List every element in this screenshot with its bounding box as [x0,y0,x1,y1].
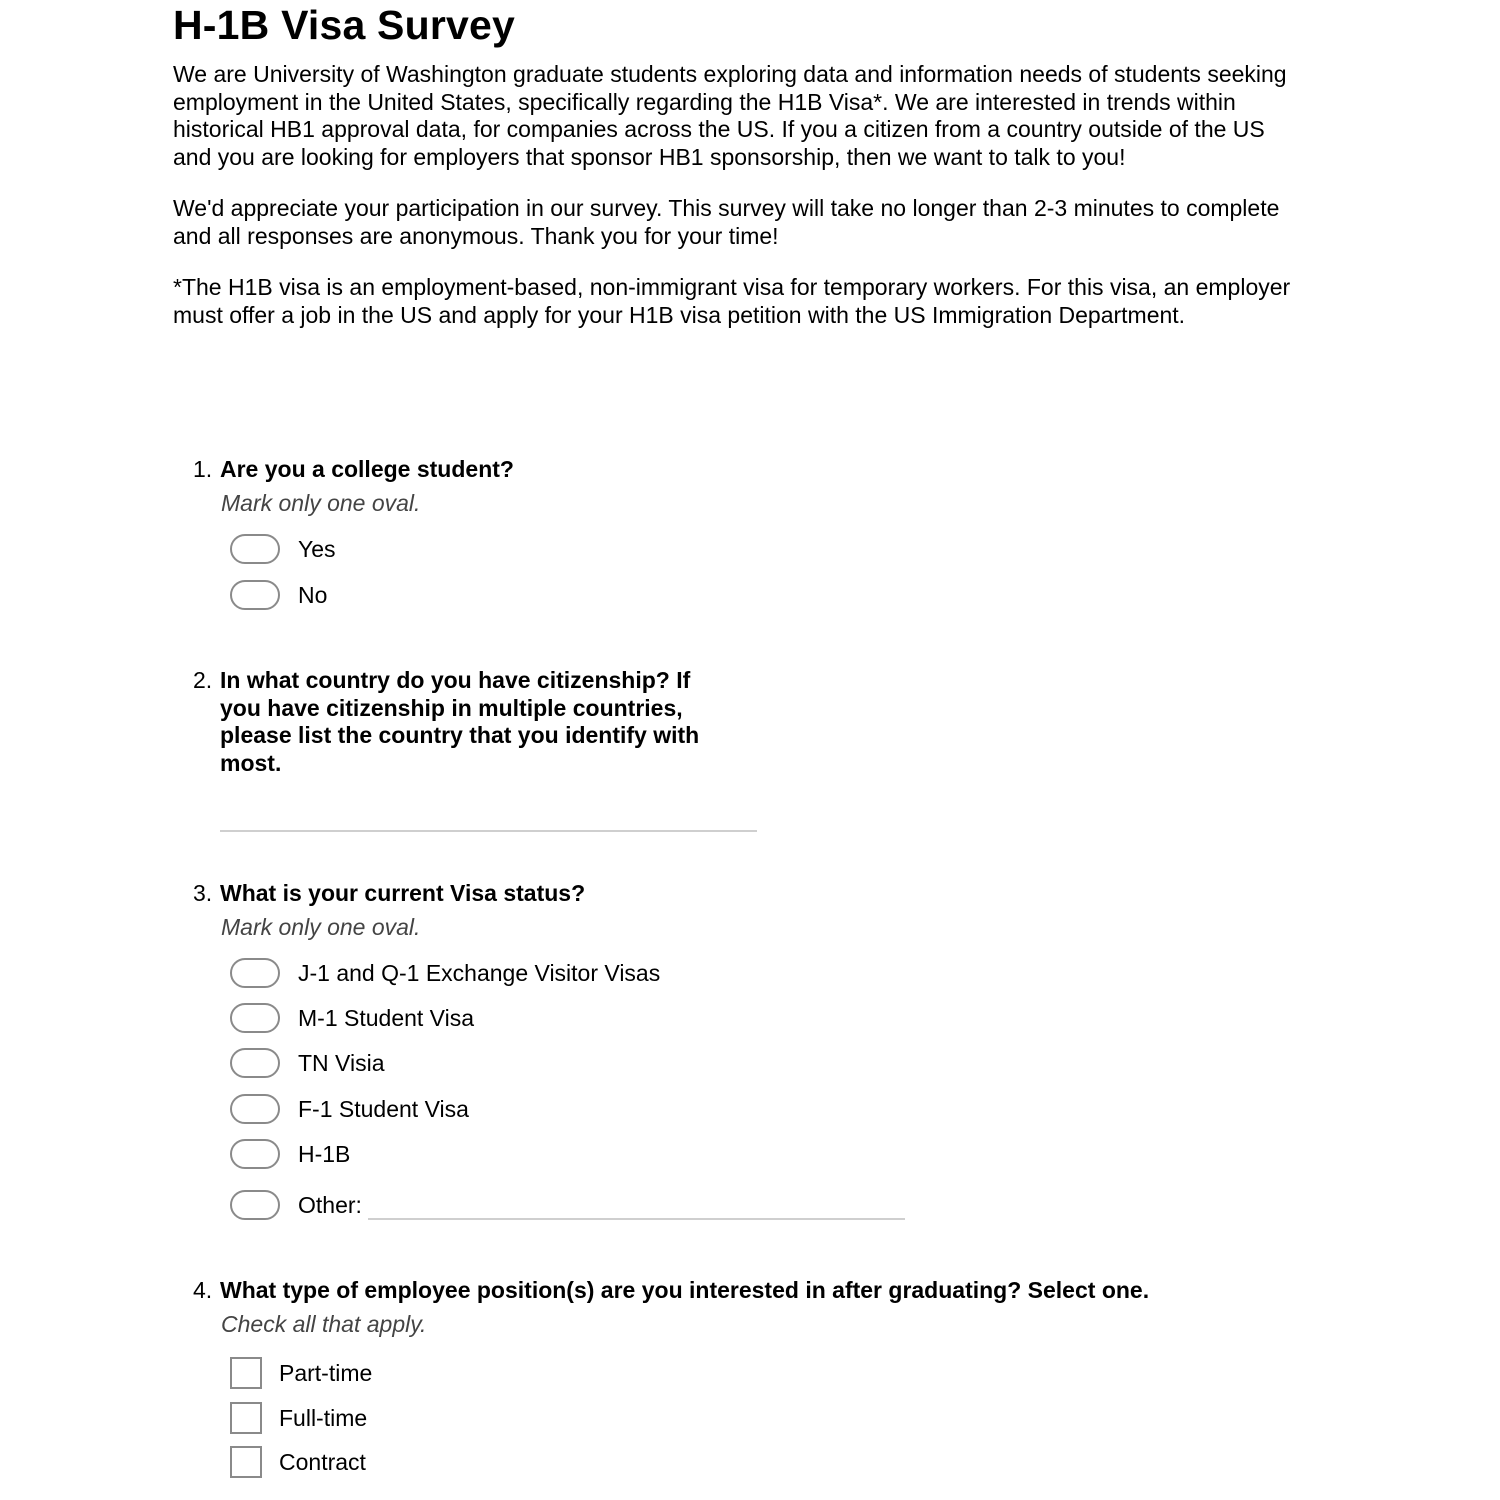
option-label: Yes [298,535,336,562]
radio-option-no[interactable] [230,580,327,610]
checkbox-option-contract[interactable] [230,1446,366,1478]
option-label: TN Visia [298,1049,385,1076]
question-title: What is your current Visa status? [220,880,586,906]
option-label: J-1 and Q-1 Exchange Visitor Visas [298,959,661,986]
option-label: Contract [279,1448,366,1475]
radio-oval[interactable] [230,1048,280,1078]
question-hint: Mark only one oval. [221,489,421,516]
radio-oval[interactable] [230,1190,280,1220]
option-label: Other: [298,1191,362,1218]
option-label: M-1 Student Visa [298,1004,475,1031]
option-label: Full-time [279,1404,368,1431]
radio-oval[interactable] [230,580,280,610]
radio-option-m1[interactable] [230,1003,474,1033]
radio-option-h1b[interactable] [230,1139,350,1169]
question-4 [193,1277,1273,1475]
radio-option-j1[interactable] [230,958,660,988]
checkbox-option-part-time[interactable] [230,1357,372,1389]
checkbox[interactable] [230,1402,262,1434]
question-hint: Check all that apply. [221,1310,427,1337]
question-title: Are you a college student? [220,456,514,482]
option-label: Part-time [279,1359,373,1386]
form-title: H-1B Visa Survey [173,2,516,48]
question-number: 1. [193,456,213,482]
radio-option-yes[interactable] [230,534,336,564]
intro-paragraph: We are University of Washington graduate students exploring data and information needs of students seeking employment in the United States, specifically regarding the H1B Visa*. We are interested in trends within historical HB1 approval data, for companies across the US. If you a citizen from a country outside of the US and you are looking for employers that sponsor HB1 sponsorship, then we want to talk to you! [173,61,1287,170]
radio-oval[interactable] [230,958,280,988]
question-3 [193,880,1273,1218]
radio-option-f1[interactable] [230,1094,469,1124]
question-number: 3. [193,880,213,906]
question-title: What type of employee position(s) are you interested in after graduating? Select one. [220,1277,1150,1303]
other-text-field[interactable] [368,1218,905,1220]
question-number: 4. [193,1277,213,1303]
radio-oval[interactable] [230,1003,280,1033]
option-label: H-1B [298,1140,351,1167]
checkbox[interactable] [230,1446,262,1478]
citizenship-answer-field[interactable] [220,830,757,832]
checkbox[interactable] [230,1357,262,1389]
radio-oval[interactable] [230,534,280,564]
intro-paragraph: We'd appreciate your participation in our survey. This survey will take no longer than 2-3 minutes to complete and all responses are anonymous. Thank you for your time! [173,195,1280,249]
form-description [173,61,1293,329]
question-title: In what country do you have citizenship? If you have citizenship in multiple countries, please list the country that you identify with most. [220,667,700,776]
survey-page [173,0,1293,1475]
option-label: No [298,581,328,608]
radio-oval[interactable] [230,1094,280,1124]
question-1 [193,456,1273,608]
radio-option-tn[interactable] [230,1048,385,1078]
question-2 [193,667,1273,777]
question-hint: Mark only one oval. [221,913,421,940]
question-number: 2. [193,667,213,693]
radio-oval[interactable] [230,1139,280,1169]
radio-option-other[interactable] [230,1190,905,1220]
option-label: F-1 Student Visa [298,1095,469,1122]
checkbox-option-full-time[interactable] [230,1402,367,1434]
visa-footnote: *The H1B visa is an employment-based, non-immigrant visa for temporary workers. For this visa, an employer must offer a job in the US and apply for your H1B visa petition with the US Immigration Department. [173,274,1291,328]
